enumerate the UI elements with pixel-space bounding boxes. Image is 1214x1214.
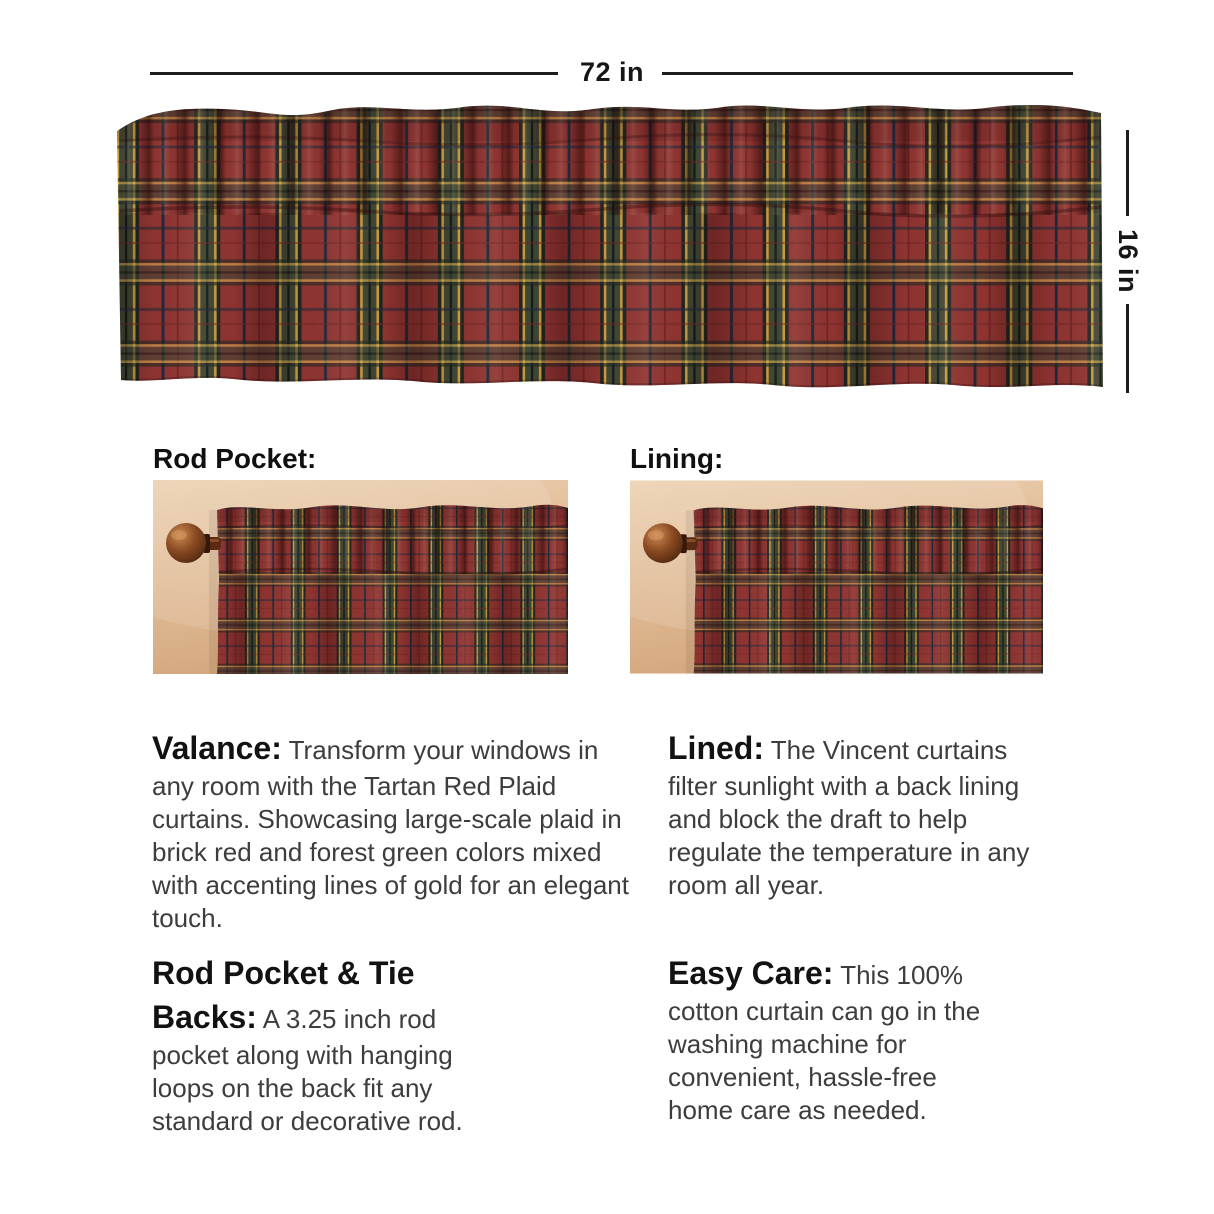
feature-section-rod-pocket-tie-backs bbox=[152, 951, 500, 1138]
rod-pocket-photo-label: Rod Pocket: bbox=[153, 443, 317, 474]
feature-heading: Valance: bbox=[152, 730, 282, 766]
feature-heading: Easy Care: bbox=[668, 955, 834, 991]
feature-section-lined bbox=[668, 726, 1046, 902]
height-dimension-line-top bbox=[1126, 130, 1129, 216]
width-dimension-line-left bbox=[150, 72, 558, 75]
width-dimension-label: 72 in bbox=[579, 57, 645, 87]
height-dimension-label: 16 in bbox=[1113, 228, 1143, 294]
feature-section-valance bbox=[152, 726, 634, 935]
feature-heading: Rod Pocket & Tie Backs: bbox=[152, 955, 415, 1035]
feature-body: The Vincent curtains filter sunlight with a back lining and block the draft to help regulate the temperature in any room all year. bbox=[668, 735, 1030, 900]
valance-product-image bbox=[113, 97, 1105, 403]
height-dimension-line-bottom bbox=[1126, 304, 1129, 393]
lining-photo-label: Lining: bbox=[630, 443, 724, 474]
feature-section-easy-care bbox=[668, 951, 1008, 1127]
rod-pocket-photo bbox=[153, 480, 568, 674]
feature-body: This 100% cotton curtain can go in the washing machine for convenient, hassle-free home care as needed. bbox=[668, 960, 981, 1125]
feature-heading: Lined: bbox=[668, 730, 764, 766]
feature-body: Transform your windows in any room with the Tartan Red Plaid curtains. Showcasing large-scale plaid in brick red and forest green colors mixed with accenting lines of gold for an elegant touch. bbox=[152, 735, 629, 933]
feature-body: A 3.25 inch rod pocket along with hanging loops on the back fit any standard or decorative rod. bbox=[152, 1004, 463, 1136]
width-dimension-line-right bbox=[662, 72, 1073, 75]
lining-photo bbox=[630, 480, 1043, 674]
